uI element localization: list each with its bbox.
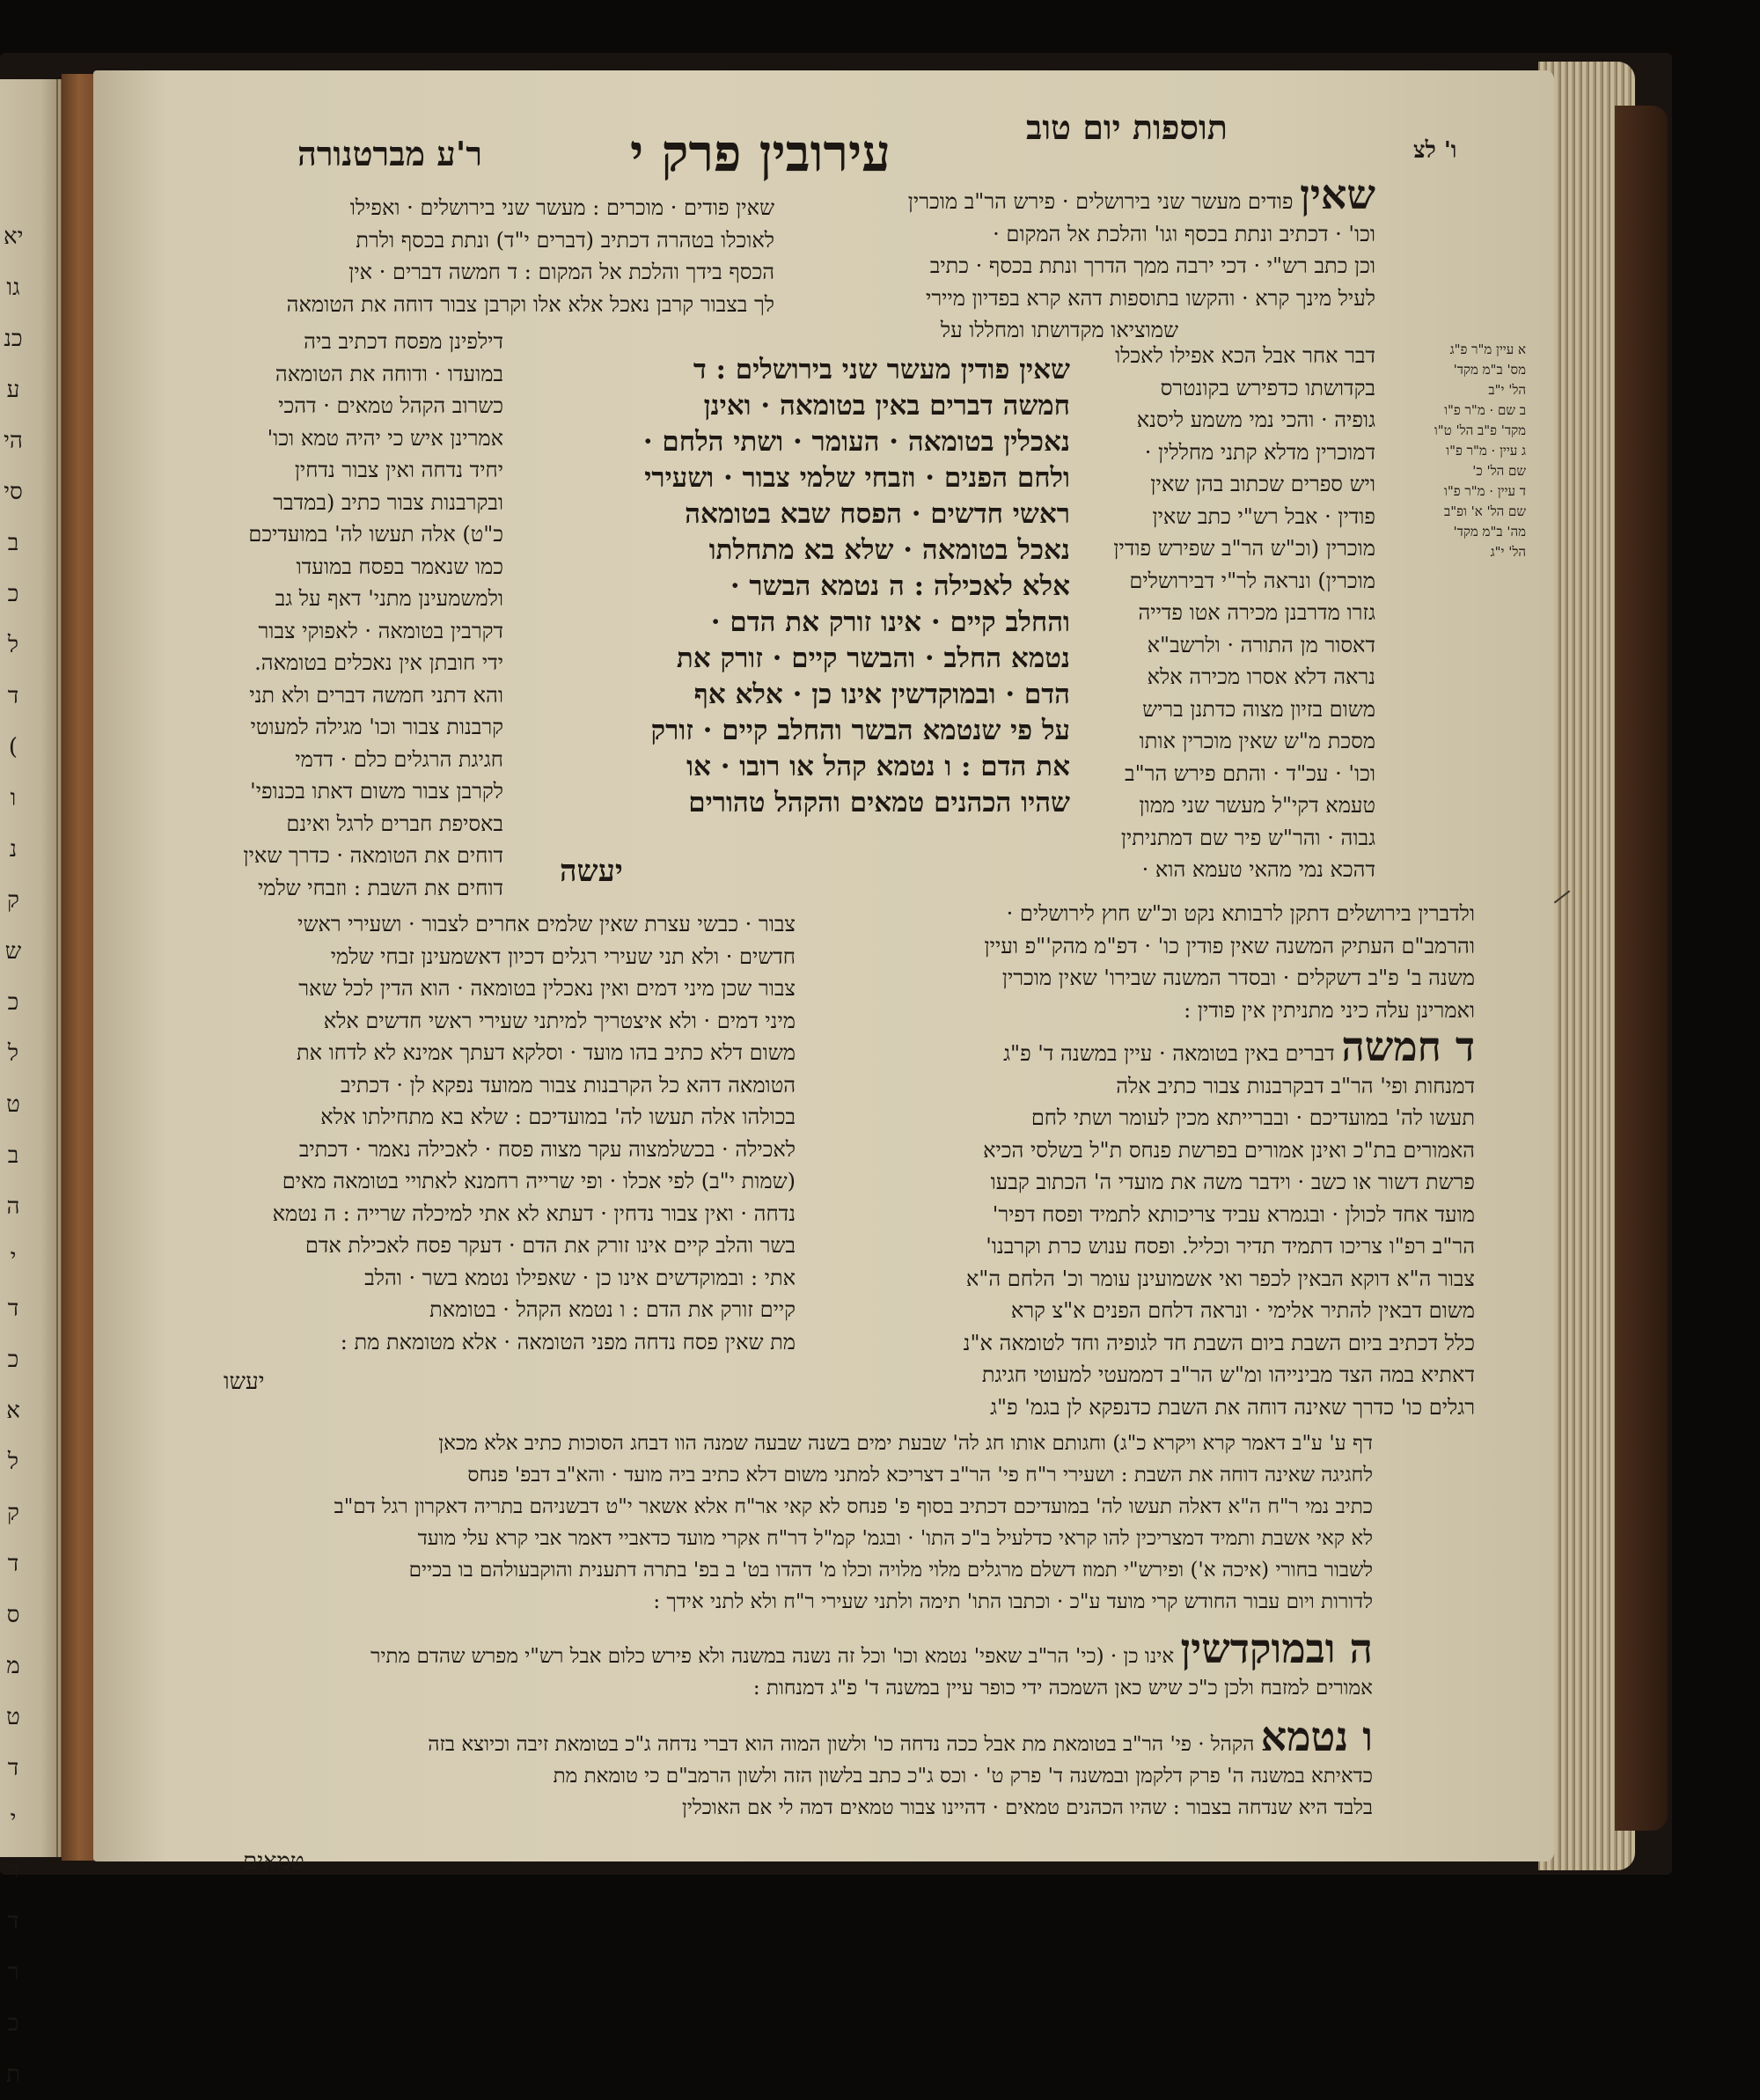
bartenura-catchword: יעשו <box>224 1369 265 1395</box>
mishnah-line-6: אלא לאכילה : ה נטמא הבשר · <box>730 570 1070 602</box>
tosafot-lower-block <box>815 898 1475 1026</box>
mishnah-line-5: נאכל בטומאה · שלא בא מתחלתו <box>708 534 1070 566</box>
tosafot-top-line-3: לעיל מינך קרא · והקשו בתוספות דהא קרא בפדיון מיירי <box>926 285 1375 311</box>
left-page-letter-line-22: כ <box>7 1347 19 1373</box>
tosafot-wide-line-3: לא קאי אשבת ותמיד דמצריכין להו קראי כדלעיל ב"כ התו' · ובגמ' קמ"ל דר"ח אקרי מועד כדאביי דאמר אבי קרא עלי מועד <box>417 1527 1373 1550</box>
sidenote-line-1: מס' ב"מ מקד' <box>1453 362 1526 378</box>
tosafot-lower-line-1: והרמב"ם העתיק המשנה שאין פודין כו' · דפ"מ מהק'"פ ועיין <box>984 933 1475 958</box>
bartenura-bottom-line-9: נדחה · ואין צבור נדחין · דעתא לא אתי למיכלה שרייה : ה נטמא <box>272 1201 796 1226</box>
header-bartenura: ר'ע מברטנורה <box>297 134 483 173</box>
left-page-letter-line-8: ל <box>7 632 19 658</box>
tosafot-wide-line-5: לדורות ויום עבור החודש קרי מועד ע"כ · וכתבו התו' תימה ולתני שעירי ר"ח ולא לתני אידך : <box>653 1590 1373 1613</box>
tosafot-vav-line-1: כדאיתא במשנה ה' פרק דלקמן ובמשנה ד' פרק ט' · וכס ג"כ כתב בלשון הזה ולשון הרמב"ם כי טומאת מת <box>553 1765 1373 1788</box>
mishnah-line-3: ולחם הפנים · וזבחי שלמי צבור · ושעירי <box>644 462 1070 494</box>
tosafot-lead-word: שאין <box>1300 171 1375 218</box>
bartenura-bottom-line-2: צבור שכן מיני דמים ואין נאכלין בטומאה · הוא הדין לכל שאר <box>298 976 796 1001</box>
tosafot-lower2-line-5: מועד אחד לכולן · ובגמרא עביד צריכותא לתמיד ופסח דפיר' <box>992 1201 1475 1227</box>
mishnah-line-9: הדם · ובמוקדשין אינו כן · אלא אף <box>693 679 1070 710</box>
sidenote-line-3: ב שם · מ"ר פ"ו <box>1444 402 1526 418</box>
mishnah-line-2: נאכלין בטומאה · העומר · ושתי הלחם · <box>642 426 1070 458</box>
left-page-letter-line-11: ו <box>10 785 17 811</box>
tosafot-right-line-6: מוכרין (וכ"ש הר"ב שפירש פודין <box>1113 536 1375 561</box>
sidenote-line-9: מה' ב"מ מקד' <box>1453 524 1526 540</box>
mishnah-line-7: והחלב קיים · אינו זורק את הדם · <box>710 606 1070 638</box>
left-page-letter-line-27: ס <box>6 1602 20 1628</box>
tosafot-lower2-line-6: הר"ב רפ"ו צריכו דתמיד תדיר וכליל. ופסח ענוש כרת וקרבנו' <box>986 1234 1475 1259</box>
sidenote-line-5: ג עיין · מ"ר פ"ו <box>1446 443 1526 459</box>
left-page-letter-line-13: ק <box>7 887 19 914</box>
bartenura-left-line-3: אמרינן איש כי יהיה טמא וכו' <box>267 425 503 451</box>
bartenura-left-line-12: קרבנות צבור וכו' מגילה למעוטי <box>250 715 503 739</box>
bartenura-left-line-1: במועדו · ודוחה את הטומאה <box>275 361 503 386</box>
left-page-letter-line-9: ד <box>7 683 19 709</box>
bartenura-left-line-11: והא דתני חמשה דברים ולא תני <box>249 682 503 708</box>
left-page-letter-line-25: ק <box>7 1500 19 1526</box>
tosafot-right-line-13: וכו' · עכ"ד · והתם פירש הר"ב <box>1125 760 1375 786</box>
tosafot-lower-line-3: ואמרינן עלה כיני מתניתין אין פודין : <box>1184 997 1475 1023</box>
tosafot-right-line-1: בקדושתו כדפירש בקונטרס <box>1160 375 1375 400</box>
bartenura-bottom-line-13: מת שאין פסח נדחה מפני הטומאה · אלא מטומאת מת : <box>340 1329 796 1355</box>
bartenura-bottom-line-4: משום דלא כתיב בהו מועד · וסלקא דעתך אמינא לא לדחו את <box>296 1040 796 1065</box>
bartenura-top-line-3: לך בצבור קרבן נאכל אלא אלו וקרבן צבור דוחה את הטומאה <box>286 291 774 317</box>
bartenura-bottom-line-12: קיים זורק את הדם : ו נטמא הקהל · בטומאת <box>429 1297 796 1322</box>
tosafot-right-line-12: מסכת מ"ש שאין מוכרין אותו <box>1139 729 1375 753</box>
bartenura-left-line-5: ובקרבנות צבור כתיב (במדבר <box>273 489 503 515</box>
tosafot-top-line-1: וכו' · דכתיב ונתת בכסף וגו' והלכת אל המקום · <box>993 221 1375 246</box>
left-page-letters <box>4 211 23 2100</box>
left-page-letter-line-0: יא <box>4 224 24 250</box>
tosafot-lower2-line-0: ד חמשה דברים באין בטומאה · עיין במשנה ד' פ"ג <box>1003 1023 1475 1070</box>
tosafot-right-line-11: משום בזיון מצוה כדתנן בריש <box>1142 696 1375 722</box>
left-page-edge <box>0 79 69 2088</box>
left-page-letter-line-30: ד <box>7 1755 19 1781</box>
right-page <box>93 70 1554 1875</box>
tosafot-top-line-2: וכן כתב רש"י · דכי ירבה ממך הדרך ונתת בכסף · כתיב <box>929 253 1375 278</box>
left-page-letter-line-35: כ <box>7 2010 19 2037</box>
header-tosafot: תוספות יום טוב <box>1026 107 1228 147</box>
tosafot-vav-lead: ו נטמא <box>1260 1713 1373 1760</box>
tosafot-right-line-7: מוכרין) ונראה לר"י דבירושלים <box>1129 568 1375 593</box>
tosafot-right-column <box>1076 340 1375 886</box>
tosafot-top-block <box>791 171 1375 347</box>
mishnah-catchword: יעשה <box>560 854 623 889</box>
left-page-letter-line-15: כ <box>7 989 19 1016</box>
mishnah-line-0: שאין פודין מעשר שני בירושלים : ד <box>693 354 1070 385</box>
bartenura-bottom-line-8: (שמות י"ב) לפי אכלו · ופי שרייה רחמנא לאתויי בטומאה מאים <box>282 1169 796 1193</box>
bartenura-bottom-line-7: לאכילה · בכשלמצוה עקר מצוה פסח · לאכילה נאמר · דכתיב <box>298 1136 796 1162</box>
tosafot-he-line-1: אמורים למזבח ולכן כ"כ שיש כאן השמכה ידי כופר עיין במשנה ד' פ"ג דמנחות : <box>752 1677 1373 1700</box>
bartenura-bottom-line-5: הטומאה דהא כל הקרבנות צבור ממועד נפקא לן · דכתיב <box>341 1072 796 1098</box>
header-tractate: עירובין פרק י <box>630 123 891 183</box>
tosafot-lower2-line-4: פרשת דשור או כשב · וידבר משה את מועדי ה' הכתוב קבעו <box>990 1170 1475 1194</box>
left-page-letter-line-29: ט <box>6 1704 20 1730</box>
book-cover-edge <box>1615 106 1668 1831</box>
bartenura-left-line-2: כשרוב הקהל טמאים · דהכי <box>278 393 503 418</box>
tosafot-lower2-line-9: כלל דכתיב ביום השבת ביום השבת חד לגופיה וחד לטומאה א"נ <box>963 1330 1475 1355</box>
left-page-letter-line-33: ד <box>7 1908 19 1935</box>
sidenote-line-8: שם הל' א' ופ"ב <box>1443 503 1526 519</box>
left-page-letter-line-4: הי <box>4 428 23 454</box>
bartenura-top-line-2: הכסף בידך והלכת אל המקום : ד חמשה דברים · אין <box>348 260 774 284</box>
tosafot-wide-line-1: לחגיגה שאינה דוחה את השבת : ושעירי ר"ח פי' הר"ב דצריכא למתני משום דלא כתיב ביה מועד · והא"ב דבפ' פנחס <box>467 1464 1373 1487</box>
sidenote-line-10: הל' י"ג <box>1490 544 1526 560</box>
bartenura-bottom-line-11: אתי : ובמוקדשים אינו כן · שאפילו נטמא בשר · והלב <box>364 1265 796 1290</box>
tosafot-lower2-line-2: תעשו לה' במועדיכם · ובברייתא מכין לעומר ושתי לחם <box>1030 1105 1475 1130</box>
bartenura-bottom-line-10: בשר והלב קיים אינו זורק את הדם · דעקר פסח לאכילת אדם <box>304 1233 796 1258</box>
mishnah-line-8: נטמא החלב · והבשר קיים · זורק את <box>676 642 1070 674</box>
tosafot-vav-block <box>158 1713 1373 1824</box>
tosafot-top-line-0: שאין פודים מעשר שני בירושלים · פירש הר"ב מוכרין <box>907 171 1375 218</box>
mishnah-line-1: חמשה דברים באין בטומאה · ואינן <box>703 390 1070 422</box>
tosafot-vav-catchword: טמאים <box>243 1848 304 1875</box>
tosafot-lower-line-2: משנה ב' פ"ב דשקלים · ובסדר המשנה שבירו' שאין מוכרין <box>1001 966 1475 990</box>
bartenura-left-line-4: יחיד נדחה ואין צבור נדחין <box>294 458 503 482</box>
left-page-letter-line-19: ה <box>6 1193 20 1220</box>
tosafot-wide-line-2: כתיב נמי ר"ח ה"א דאלה תעשו לה' במועדיכם דכתיב בסוף פ' פנחס לא קאי אר"ח אלא אשאר י"ט דבשניהם בתריה דאקרון רגל דם"ב <box>334 1495 1373 1518</box>
tosafot-right-line-16: דהכא נמי מהאי טעמא הוא · <box>1141 857 1375 882</box>
tosafot-wide-line-4: לשבור בחורי (איכה א') ופירש"י תמוז דשלם מרגלים מלוי מלויה וכלו מ' דהדו בט' ב בפ' בתרה דתענית והוקבעולהם בו בכיים <box>408 1559 1373 1582</box>
bartenura-left-line-7: כמו שנאמר בפסח במועדו <box>296 554 503 579</box>
folio-number: ו' לצ <box>1413 137 1457 164</box>
bartenura-left-line-9: דקרבין בטומאה · לאפוקי צבור <box>258 618 503 643</box>
bartenura-left-line-14: לקרבן צבור משום דאתו בכנופי' <box>250 779 503 804</box>
sidenote-line-2: הל' י"ב <box>1488 382 1526 398</box>
sidenote-line-6: שם הל' כ' <box>1472 463 1526 479</box>
left-page-letter-line-26: ד <box>7 1551 19 1577</box>
sidenote-line-0: א עיין מ"ר פ"ג <box>1449 341 1526 357</box>
tosafot-lower2-line-10: דאתיא במה הצד מבינייהו ומ"ש הר"ב דממעטי למעוטי חגיגת <box>981 1362 1475 1387</box>
tosafot-vav-line-2: בלבד היא שנדחה בצבור : שהיו הכהנים טמאים · דהיינו צבור טמאים דמה לי אם האוכלין <box>682 1796 1373 1819</box>
left-page-letter-line-3: ע <box>6 377 20 403</box>
left-page-letter-line-32: ר <box>7 1857 19 1883</box>
tosafot-right-line-5: פודין · אבל רש"י כתב שאין <box>1152 503 1375 529</box>
tosafot-right-line-15: גבוה · והר"ש פיר שם דמתניתין <box>1120 825 1375 850</box>
sidenotes-column <box>1403 340 1526 562</box>
mishnah-line-4: ראשי חדשים · הפסח שבא בטומאה <box>685 498 1070 530</box>
tosafot-lower-line-0: ולדברין בירושלים דתקן לרבותא נקט וכ"ש חוץ לירושלים · <box>1006 901 1475 926</box>
left-page-letter-line-10: ( <box>8 734 18 760</box>
left-page-letter-line-16: ל <box>7 1040 19 1067</box>
tosafot-right-line-3: דמוכרין מדלא קתני מחללין · <box>1144 439 1375 465</box>
tosafot-lower2-line-3: האמורים בת"כ ואינן אמורים בפרשת פנחס ת"ל בשלסי הכיא <box>983 1137 1475 1163</box>
tosafot-right-line-10: נראה דלא אסרו מכירה אלא <box>1147 665 1375 689</box>
tosafot-lower2-line-7: צבור ה"א דוקא הבאין לכפר ואי אשמועינן עומר וכ' הלחם ה"א <box>965 1266 1475 1291</box>
bartenura-left-line-15: באסיפת חברים לרגל ואינם <box>286 811 503 836</box>
left-page-letter-line-7: כ <box>7 581 19 607</box>
tosafot-top-line-4: שמוציאו מקדושתו ומחללו על <box>940 318 1178 342</box>
left-page-letter-line-17: ט <box>6 1091 20 1118</box>
bartenura-bottom-block <box>158 908 796 1358</box>
tosafot-wide-block <box>158 1428 1373 1618</box>
left-page-letter-line-24: ל <box>7 1449 19 1475</box>
bartenura-left-line-6: כ"ט) אלה תעשו לה' במועדיכם <box>248 522 503 547</box>
bartenura-bottom-line-3: מיני דמים · ולא איצטריך למיתני שעירי ראשי חדשים אלא <box>323 1008 796 1033</box>
left-page-letter-line-31: י <box>10 1806 17 1832</box>
tosafot-lower2-block <box>815 1023 1475 1423</box>
bartenura-left-line-17: דוחים את השבת : וזבחי שלמי <box>257 875 503 900</box>
bartenura-bottom-line-6: בכולהו אלה תעשו לה' במועדיכם : שלא בא מתחילתו אלא <box>320 1105 796 1129</box>
tosafot-lower2-line-1: דמנחות ופי' הר"ב דבקרבנות צבור כתיב אלה <box>1116 1073 1475 1098</box>
bartenura-top-line-0: שאין פודים · מוכרים : מעשר שני בירושלים · ואפילו <box>349 195 774 220</box>
mishnah-line-10: על פי שנטמא הבשר והחלב קיים · זורק <box>650 715 1070 746</box>
tosafot-lower2-line-11: רגלים כו' כדרך שאינה דוחה את השבת כדנפקא לן בגמ' פ"ג <box>990 1394 1475 1420</box>
bartenura-bottom-line-0: צבור · כבשי עצרת שאין שלמים אחרים לצבור · ושעירי ראשי <box>297 912 796 936</box>
bartenura-top-block <box>158 192 774 320</box>
tosafot-right-line-2: גופיה · והכי נמי משמע ליסנא <box>1136 408 1375 432</box>
bartenura-left-column <box>158 326 503 904</box>
tosafot-right-line-14: טעמא דקי"ל מעשר שני ממון <box>1139 793 1375 818</box>
left-page-letter-line-5: סי <box>4 479 23 505</box>
sidenote-line-4: מקד' פ"ב הל' ט"ו <box>1434 422 1526 438</box>
sidenote-line-7: ד עיין · מ"ר פ"ו <box>1444 483 1526 499</box>
left-page-letter-line-23: א <box>6 1398 20 1424</box>
bartenura-left-line-8: ולמשמעינן מתני' דאף על גב <box>275 586 503 611</box>
tosafot-right-line-4: ויש ספרים שכתוב בהן שאין <box>1150 472 1375 496</box>
tosafot-lower2-lead: ד חמשה <box>1341 1023 1475 1070</box>
bartenura-bottom-line-1: חדשים · ולא תני שעירי רגלים דכיון דאשמעינן זבחי שלמי <box>330 944 796 969</box>
tosafot-he-block <box>158 1625 1373 1704</box>
tosafot-vav-line-0: ו נטמא הקהל · פי' הר"ב בטומאת מת אבל ככה נדחה כו' ולשון המוה הוא דברי נדחה ג"כ בטומאת זיבה וכיוצא בזה <box>428 1713 1373 1760</box>
mishnah-line-12: שהיו הכהנים טמאים והקהל טהורים <box>688 787 1070 819</box>
left-page-letter-line-28: מ <box>6 1653 20 1679</box>
tosafot-right-line-8: גזרו מדרבנן מכירה אטו פדייה <box>1138 600 1375 625</box>
bartenura-top-line-1: לאוכלו בטהרה דכתיב (דברים י"ד) ונתת בכסף ולרת <box>356 227 774 253</box>
left-page-letter-line-20: י <box>10 1245 17 1271</box>
left-page-letter-line-36: ת <box>6 2061 20 2088</box>
bartenura-left-line-0: דילפינן מפסח דכתיב ביה <box>304 329 503 354</box>
left-page-letter-line-6: ב <box>7 530 19 556</box>
left-page-letter-line-12: נ <box>9 836 18 863</box>
tosafot-right-line-9: דאסור מן התורה · ולרשב"א <box>1147 632 1375 657</box>
left-page-letter-line-34: ר <box>7 1959 19 1986</box>
mishnah-block <box>509 352 1070 821</box>
tosafot-lower2-rest <box>815 1070 1475 1424</box>
tosafot-he-lead: ה ובמוקדשין <box>1180 1625 1373 1672</box>
left-page-letter-line-1: גו <box>6 275 20 301</box>
tosafot-wide-line-0: דף ע' ע"ב דאמר קרא ויקרא כ"ג) וחגותם אותו חג לה' שבעת ימים בשנה שבעה שמנה הוו דבחג הסוכות כתיב אלא מכאן <box>438 1432 1373 1455</box>
tosafot-right-line-0: דבר אחר אבל הכא אפילו לאכלו <box>1115 343 1375 368</box>
left-page-letter-line-2: כנ <box>4 326 23 352</box>
bartenura-left-line-13: חגיגת הרגלים כלם · דדמי <box>295 746 503 772</box>
mishnah-line-11: את הדם : ו נטמא קהל או רובו · או <box>686 751 1070 782</box>
left-page-letter-line-18: ב <box>7 1142 19 1169</box>
left-page-letter-line-21: ד <box>7 1296 19 1322</box>
bartenura-left-line-10: ידי חובתן אין נאכלים בטומאה. <box>254 650 503 675</box>
tosafot-he-line-0: ה ובמוקדשין אינו כן · (כי' הר"ב שאפי' נטמא וכו' וכל זה נשנה במשנה ולא פירש כלום אבל רש"י מפרש שהדם מתיר <box>370 1625 1373 1672</box>
bartenura-left-line-16: דוחים את הטומאה · כדרך שאין <box>243 843 503 868</box>
left-page-letter-line-14: ש <box>4 938 22 965</box>
tosafot-lower2-line-8: משום דבאין להתיר אלימי · ונראה דלחם הפנים א"צ קרא <box>1010 1298 1475 1323</box>
